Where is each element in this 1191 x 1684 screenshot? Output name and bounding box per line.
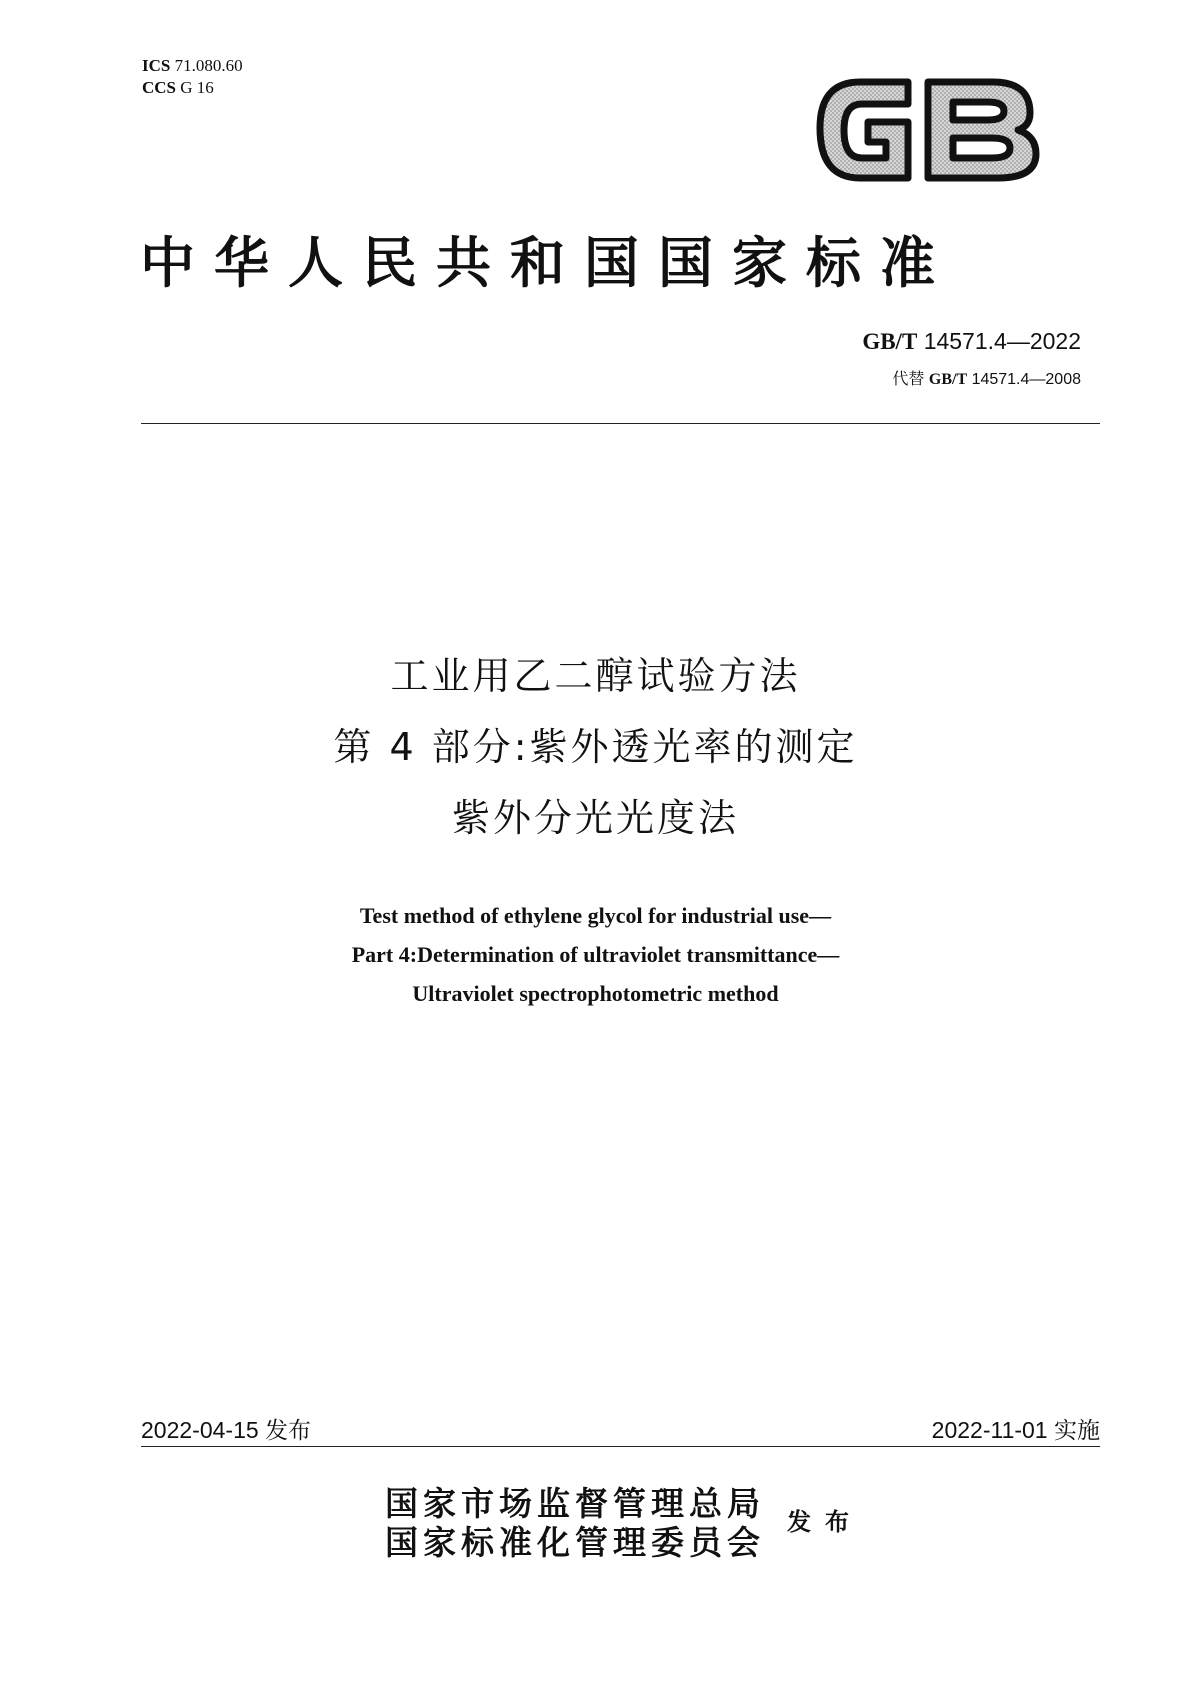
ccs-code: CCS G 16 bbox=[142, 78, 214, 97]
ics-code: ICS 71.080.60 bbox=[142, 56, 243, 75]
national-standard-title: 中华人民共和国国家标准 bbox=[140, 230, 955, 295]
publish-date: 2022-04-15 发布 bbox=[141, 1417, 312, 1443]
issuer-sac: 国家标准化管理委员会 bbox=[385, 1523, 765, 1562]
logo-letter-g bbox=[820, 82, 908, 178]
classification-codes bbox=[142, 55, 243, 99]
header-divider bbox=[141, 423, 1100, 424]
replaces-standard: 代替 GB/T 14571.4—2008 bbox=[892, 371, 1081, 388]
english-title-line-3: Ultraviolet spectrophotometric method bbox=[412, 981, 779, 1006]
issuer-samr: 国家市场监督管理总局 bbox=[385, 1484, 765, 1523]
chinese-title-line-3: 紫外分光光度法 bbox=[451, 796, 739, 840]
english-title-line-1: Test method of ethylene glycol for industrial use— bbox=[359, 903, 832, 928]
standard-number: GB/T 14571.4—2022 bbox=[862, 328, 1081, 354]
chinese-title-line-1: 工业用乙二醇试验方法 bbox=[390, 654, 801, 698]
chinese-title-line-2: 第 4 部分:紫外透光率的测定 bbox=[333, 725, 858, 769]
logo-letter-b bbox=[928, 82, 1036, 178]
english-title-line-2: Part 4:Determination of ultraviolet transmittance— bbox=[351, 942, 840, 967]
issue-label: 发布 bbox=[787, 1507, 863, 1536]
gb-logo bbox=[808, 68, 1048, 193]
implement-date: 2022-11-01 实施 bbox=[931, 1417, 1100, 1443]
issuing-authorities bbox=[385, 1484, 765, 1562]
chinese-title bbox=[0, 641, 1191, 854]
footer-divider bbox=[141, 1446, 1100, 1447]
english-title bbox=[0, 896, 1191, 1013]
